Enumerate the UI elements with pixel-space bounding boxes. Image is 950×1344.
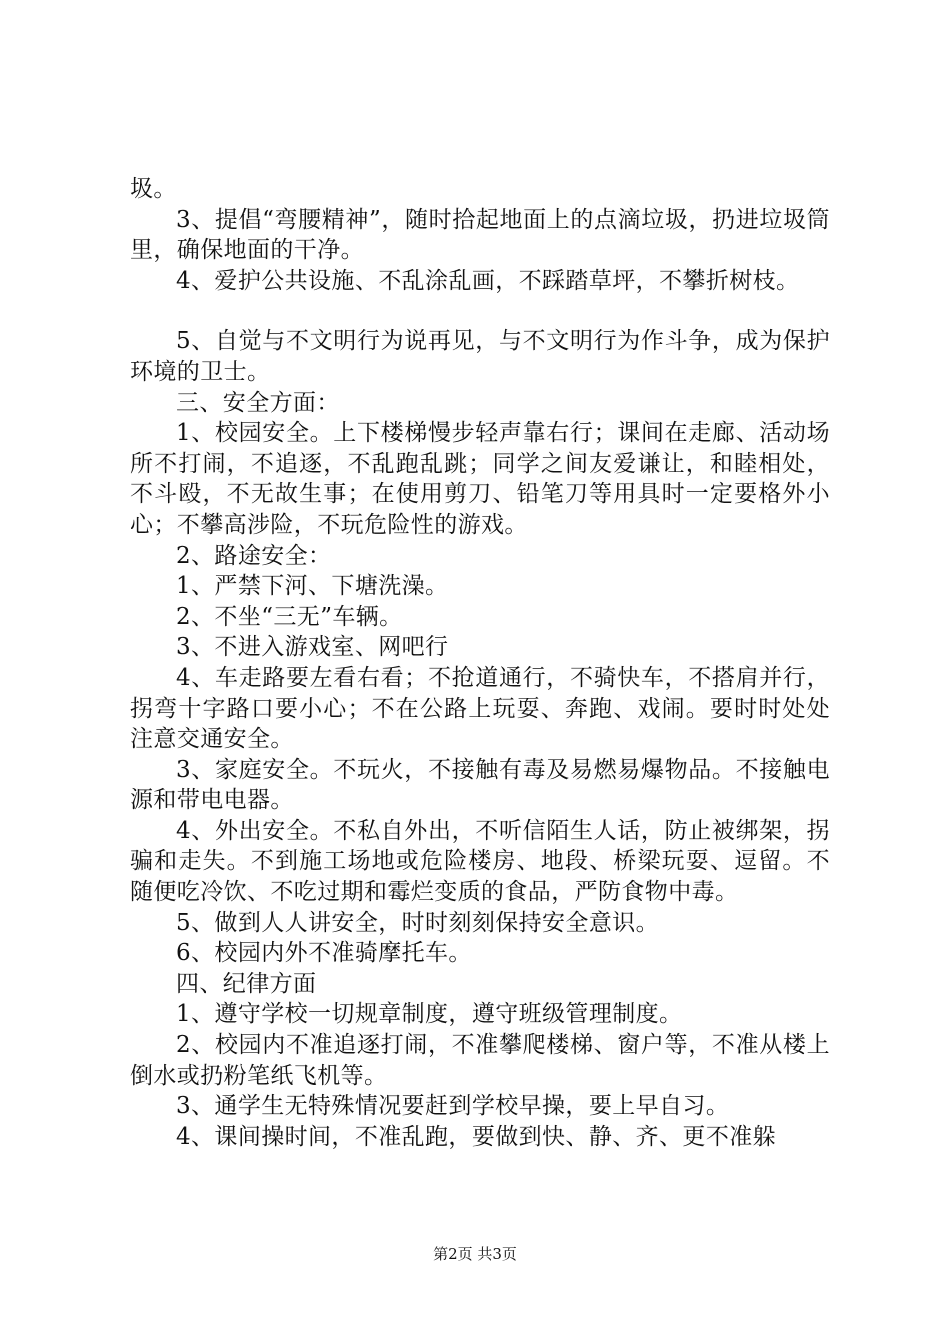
- paragraph: 2、路途安全：: [176, 542, 332, 569]
- paragraph: 3、通学生无特殊情况要赶到学校早操，要上早自习。: [176, 1093, 730, 1120]
- paragraph: 1、遵守学校一切规章制度，遵守班级管理制度。: [176, 1001, 683, 1028]
- paragraph: 2、不坐“三无”车辆。: [176, 603, 403, 630]
- paragraph: 6、校园内外不准骑摩托车。: [176, 940, 472, 967]
- paragraph: 3、不进入游戏室、网吧行: [176, 634, 449, 661]
- paragraph: 4、课间操时间，不准乱跑，要做到快、静、齐、更不准躲: [176, 1123, 777, 1150]
- paragraph: 5、做到人人讲安全，时时刻刻保持安全意识。: [176, 909, 660, 936]
- paragraph: 3、提倡“弯腰精神”，随时拾起地面上的点滴垃圾，扔进垃圾筒里，确保地面的干净。: [130, 206, 830, 264]
- paragraph: 4、外出安全。不私自外出，不听信陌生人话，防止被绑架，拐骗和走失。不到施工场地或危险楼房、地段、桥梁玩耍、逗留。不随便吃冷饮、不吃过期和霉烂变质的食品，严防食物中毒。: [130, 817, 830, 906]
- paragraph: 2、校园内不准追逐打闹，不准攀爬楼梯、窗户等，不准从楼上倒水或扔粉笔纸飞机等。: [130, 1032, 830, 1089]
- document-body: [130, 174, 830, 1152]
- paragraph: 1、严禁下河、下塘洗澡。: [176, 573, 449, 600]
- page-number-label: 第2页 共3页: [433, 1245, 517, 1263]
- paragraph: 4、爱护公共设施、不乱涂乱画，不踩踏草坪，不攀折树枝。: [176, 267, 800, 294]
- paragraph: 5、自觉与不文明行为说再见，与不文明行为作斗争，成为保护环境的卫士。: [130, 328, 830, 385]
- paragraph: 4、车走路要左看右看；不抢道通行，不骑快车，不搭肩并行，拐弯十字路口要小心；不在公路上玩耍、奔跑、戏闹。要时时处处注意交通安全。: [130, 664, 830, 753]
- section-heading: 三、安全方面：: [176, 389, 340, 416]
- paragraph: 圾。: [130, 176, 177, 202]
- paragraph: 3、家庭安全。不玩火，不接触有毒及易燃易爆物品。不接触电源和带电电器。: [130, 756, 830, 814]
- section-heading: 四、纪律方面: [176, 970, 317, 997]
- paragraph: 1、校园安全。上下楼梯慢步轻声靠右行；课间在走廊、活动场所不打闹，不追逐，不乱跑乱跳；同学之间友爱谦让，和睦相处，不斗殴，不无故生事；在使用剪刀、铅笔刀等用具时一定要格外小心；不攀高涉险，不玩危险性的游戏。: [130, 420, 830, 538]
- page-footer: [0, 1244, 950, 1264]
